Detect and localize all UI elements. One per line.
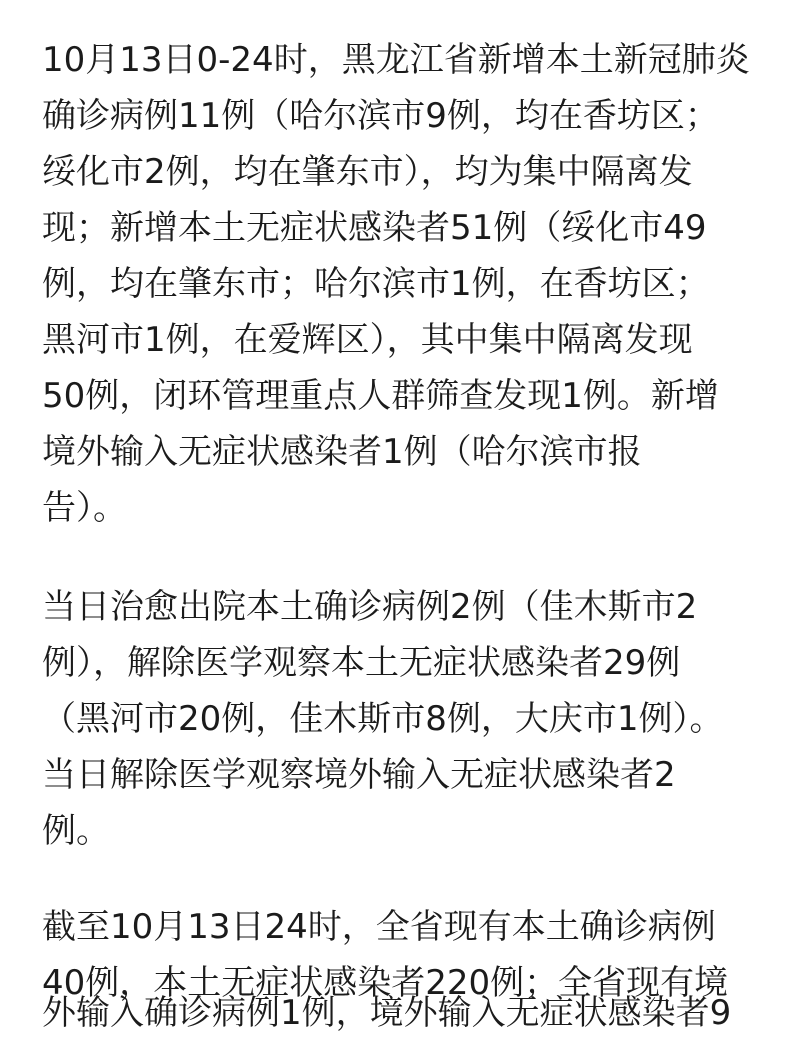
text-line: 例。: [42, 811, 110, 851]
text-line: 当日解除医学观察境外输入无症状感染者2: [42, 755, 676, 795]
text-line: 10月13日0-24时，黑龙江省新增本土新冠肺炎: [42, 40, 750, 80]
text-line: 40例，本土无症状感染者220例；全省现有境: [42, 963, 729, 1003]
text-line: 例），解除医学观察本土无症状感染者29例: [42, 643, 681, 683]
text-line: 境外输入无症状感染者1例（哈尔滨市报: [42, 432, 642, 472]
text-line: 50例，闭环管理重点人群筛查发现1例。新增: [42, 376, 719, 416]
text-line: 告）。: [42, 488, 127, 528]
text-line: （黑河市20例，佳木斯市8例，大庆市1例）。: [42, 699, 724, 739]
text-line: 外输入确诊病例1例，境外输入无症状感染者9: [42, 993, 732, 1033]
text-line: 绥化市2例，均在肇东市），均为集中隔离发: [42, 152, 693, 192]
text-line: 现；新增本土无症状感染者51例（绥化市49: [42, 208, 707, 248]
text-line: 截至10月13日24时，全省现有本土确诊病例: [42, 907, 716, 947]
text-line: 确诊病例11例（哈尔滨市9例，均在香坊区；: [42, 96, 719, 136]
text-line: 当日治愈出院本土确诊病例2例（佳木斯市2: [42, 587, 698, 627]
text-line: 黑河市1例，在爱辉区），其中集中隔离发现: [42, 320, 693, 360]
text-line: 例，均在肇东市；哈尔滨市1例，在香坊区；: [42, 264, 710, 304]
